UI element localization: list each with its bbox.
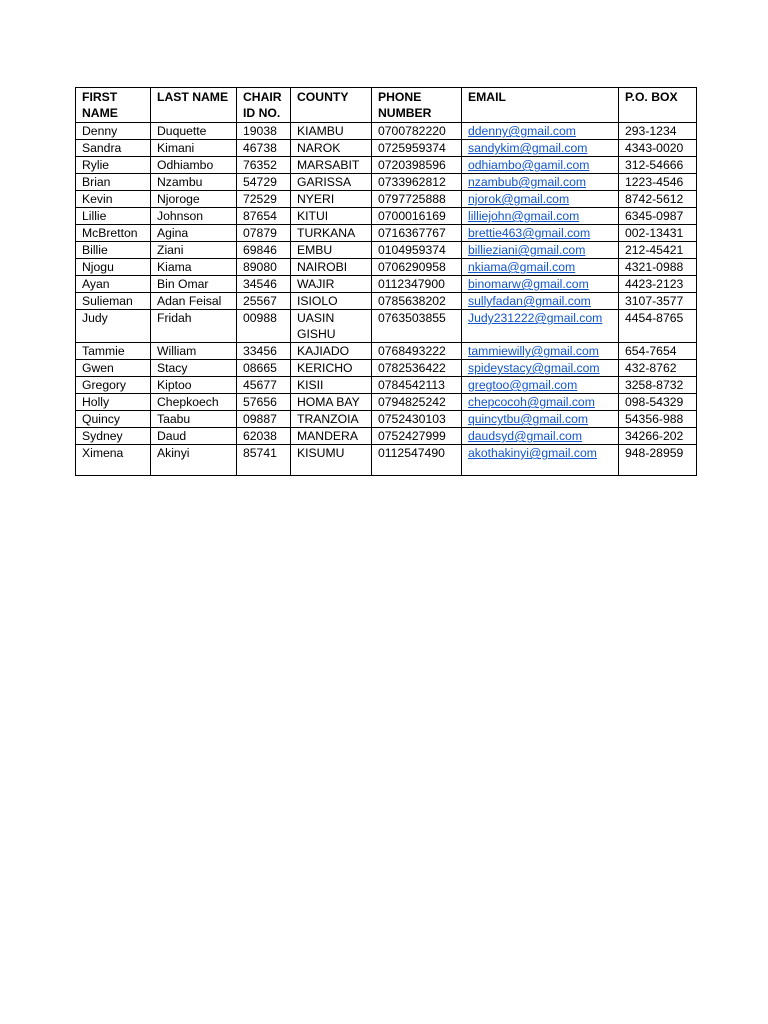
contact-table	[75, 87, 697, 476]
cell-email[interactable]: nkiama@gmail.com	[462, 259, 619, 276]
table-row	[76, 191, 697, 208]
cell-po-box: 4454-8765	[619, 310, 697, 343]
cell-first-name: Rylie	[76, 157, 151, 174]
cell-po-box: 3107-3577	[619, 293, 697, 310]
cell-chair-id: 07879	[237, 225, 291, 242]
cell-chair-id: 25567	[237, 293, 291, 310]
cell-county: EMBU	[291, 242, 372, 259]
cell-po-box: 312-54666	[619, 157, 697, 174]
cell-po-box: 098-54329	[619, 394, 697, 411]
cell-po-box: 212-45421	[619, 242, 697, 259]
cell-chair-id: 34546	[237, 276, 291, 293]
cell-county: GARISSA	[291, 174, 372, 191]
cell-phone-number: 0716367767	[372, 225, 462, 242]
cell-county: KAJIADO	[291, 343, 372, 360]
cell-county: ISIOLO	[291, 293, 372, 310]
cell-first-name: Sulieman	[76, 293, 151, 310]
table-row	[76, 225, 697, 242]
table-row	[76, 293, 697, 310]
cell-first-name: Holly	[76, 394, 151, 411]
table-row	[76, 259, 697, 276]
cell-email[interactable]: binomarw@gmail.com	[462, 276, 619, 293]
cell-chair-id: 85741	[237, 445, 291, 476]
cell-phone-number: 0112547490	[372, 445, 462, 476]
table-header-row	[76, 88, 697, 123]
cell-first-name: McBretton	[76, 225, 151, 242]
cell-last-name: Fridah	[151, 310, 237, 343]
cell-county: MANDERA	[291, 428, 372, 445]
cell-first-name: Sydney	[76, 428, 151, 445]
cell-first-name: Sandra	[76, 140, 151, 157]
cell-first-name: Brian	[76, 174, 151, 191]
table-row	[76, 445, 697, 476]
cell-last-name: Daud	[151, 428, 237, 445]
cell-email[interactable]: quincytbu@gmail.com	[462, 411, 619, 428]
cell-email[interactable]: daudsyd@gmail.com	[462, 428, 619, 445]
cell-chair-id: 08665	[237, 360, 291, 377]
cell-chair-id: 62038	[237, 428, 291, 445]
cell-email[interactable]: tammiewilly@gmail.com	[462, 343, 619, 360]
cell-email[interactable]: nzambub@gmail.com	[462, 174, 619, 191]
cell-chair-id: 72529	[237, 191, 291, 208]
cell-chair-id: 19038	[237, 123, 291, 140]
cell-po-box: 8742-5612	[619, 191, 697, 208]
cell-phone-number: 0104959374	[372, 242, 462, 259]
table-row	[76, 310, 697, 343]
cell-first-name: Quincy	[76, 411, 151, 428]
cell-chair-id: 57656	[237, 394, 291, 411]
cell-phone-number: 0797725888	[372, 191, 462, 208]
cell-email[interactable]: billieziani@gmail.com	[462, 242, 619, 259]
cell-last-name: Nzambu	[151, 174, 237, 191]
cell-email[interactable]: akothakinyi@gmail.com	[462, 445, 619, 476]
cell-last-name: Kiama	[151, 259, 237, 276]
cell-last-name: William	[151, 343, 237, 360]
table-row	[76, 174, 697, 191]
cell-chair-id: 00988	[237, 310, 291, 343]
cell-chair-id: 76352	[237, 157, 291, 174]
cell-last-name: Johnson	[151, 208, 237, 225]
cell-email[interactable]: brettie463@gmail.com	[462, 225, 619, 242]
cell-po-box: 4423-2123	[619, 276, 697, 293]
cell-phone-number: 0763503855	[372, 310, 462, 343]
table-row	[76, 276, 697, 293]
cell-email[interactable]: sullyfadan@gmail.com	[462, 293, 619, 310]
header-county: COUNTY	[291, 88, 372, 123]
cell-county: HOMA BAY	[291, 394, 372, 411]
cell-po-box: 4343-0020	[619, 140, 697, 157]
cell-last-name: Kimani	[151, 140, 237, 157]
table-row	[76, 360, 697, 377]
cell-first-name: Kevin	[76, 191, 151, 208]
table-row	[76, 157, 697, 174]
header-first-name: FIRST NAME	[76, 88, 151, 123]
cell-chair-id: 09887	[237, 411, 291, 428]
cell-email[interactable]: njorok@gmail.com	[462, 191, 619, 208]
cell-county: TURKANA	[291, 225, 372, 242]
table-row	[76, 242, 697, 259]
header-po-box: P.O. BOX	[619, 88, 697, 123]
cell-county: UASIN GISHU	[291, 310, 372, 343]
cell-po-box: 6345-0987	[619, 208, 697, 225]
cell-last-name: Duquette	[151, 123, 237, 140]
cell-county: KIAMBU	[291, 123, 372, 140]
cell-first-name: Njogu	[76, 259, 151, 276]
cell-email[interactable]: ddenny@gmail.com	[462, 123, 619, 140]
cell-email[interactable]: chepcocoh@gmail.com	[462, 394, 619, 411]
cell-county: TRANZOIA	[291, 411, 372, 428]
cell-last-name: Stacy	[151, 360, 237, 377]
table-row	[76, 394, 697, 411]
cell-phone-number: 0733962812	[372, 174, 462, 191]
cell-chair-id: 45677	[237, 377, 291, 394]
cell-email[interactable]: lilliejohn@gmail.com	[462, 208, 619, 225]
cell-po-box: 654-7654	[619, 343, 697, 360]
cell-phone-number: 0752430103	[372, 411, 462, 428]
cell-county: NAROK	[291, 140, 372, 157]
cell-po-box: 002-13431	[619, 225, 697, 242]
cell-last-name: Ziani	[151, 242, 237, 259]
cell-first-name: Judy	[76, 310, 151, 343]
cell-phone-number: 0752427999	[372, 428, 462, 445]
cell-county: MARSABIT	[291, 157, 372, 174]
cell-po-box: 4321-0988	[619, 259, 697, 276]
cell-phone-number: 0784542113	[372, 377, 462, 394]
cell-county: KISUMU	[291, 445, 372, 476]
cell-chair-id: 33456	[237, 343, 291, 360]
cell-chair-id: 46738	[237, 140, 291, 157]
cell-last-name: Akinyi	[151, 445, 237, 476]
cell-last-name: Odhiambo	[151, 157, 237, 174]
cell-last-name: Adan Feisal	[151, 293, 237, 310]
cell-phone-number: 0700016169	[372, 208, 462, 225]
cell-phone-number: 0768493222	[372, 343, 462, 360]
cell-county: WAJIR	[291, 276, 372, 293]
cell-phone-number: 0782536422	[372, 360, 462, 377]
cell-last-name: Chepkoech	[151, 394, 237, 411]
cell-po-box: 293-1234	[619, 123, 697, 140]
cell-first-name: Ximena	[76, 445, 151, 476]
cell-chair-id: 89080	[237, 259, 291, 276]
cell-first-name: Gregory	[76, 377, 151, 394]
header-email: EMAIL	[462, 88, 619, 123]
cell-email[interactable]: spideystacy@gmail.com	[462, 360, 619, 377]
cell-phone-number: 0706290958	[372, 259, 462, 276]
cell-phone-number: 0720398596	[372, 157, 462, 174]
table-row	[76, 140, 697, 157]
cell-po-box: 1223-4546	[619, 174, 697, 191]
cell-county: KITUI	[291, 208, 372, 225]
cell-email[interactable]: odhiambo@gamil.com	[462, 157, 619, 174]
cell-last-name: Njoroge	[151, 191, 237, 208]
cell-first-name: Ayan	[76, 276, 151, 293]
cell-first-name: Tammie	[76, 343, 151, 360]
cell-chair-id: 69846	[237, 242, 291, 259]
cell-email[interactable]: gregtoo@gmail.com	[462, 377, 619, 394]
cell-first-name: Lillie	[76, 208, 151, 225]
cell-county: KERICHO	[291, 360, 372, 377]
cell-phone-number: 0700782220	[372, 123, 462, 140]
cell-po-box: 3258-8732	[619, 377, 697, 394]
cell-phone-number: 0794825242	[372, 394, 462, 411]
cell-last-name: Kiptoo	[151, 377, 237, 394]
table-row	[76, 208, 697, 225]
cell-po-box: 432-8762	[619, 360, 697, 377]
table-row	[76, 377, 697, 394]
cell-county: KISII	[291, 377, 372, 394]
cell-email[interactable]: Judy231222@gmail.com	[462, 310, 619, 343]
cell-phone-number: 0112347900	[372, 276, 462, 293]
header-chair-id: CHAIR ID NO.	[237, 88, 291, 123]
cell-po-box: 54356-988	[619, 411, 697, 428]
cell-po-box: 948-28959	[619, 445, 697, 476]
cell-first-name: Denny	[76, 123, 151, 140]
cell-last-name: Bin Omar	[151, 276, 237, 293]
table-row	[76, 411, 697, 428]
cell-first-name: Gwen	[76, 360, 151, 377]
cell-phone-number: 0725959374	[372, 140, 462, 157]
cell-first-name: Billie	[76, 242, 151, 259]
table-row	[76, 428, 697, 445]
cell-phone-number: 0785638202	[372, 293, 462, 310]
cell-email[interactable]: sandykim@gmail.com	[462, 140, 619, 157]
cell-last-name: Agina	[151, 225, 237, 242]
cell-county: NAIROBI	[291, 259, 372, 276]
cell-chair-id: 54729	[237, 174, 291, 191]
header-last-name: LAST NAME	[151, 88, 237, 123]
cell-chair-id: 87654	[237, 208, 291, 225]
table-row	[76, 123, 697, 140]
cell-last-name: Taabu	[151, 411, 237, 428]
cell-po-box: 34266-202	[619, 428, 697, 445]
table-body	[76, 123, 697, 476]
table-row	[76, 343, 697, 360]
cell-county: NYERI	[291, 191, 372, 208]
header-phone-number: PHONE NUMBER	[372, 88, 462, 123]
